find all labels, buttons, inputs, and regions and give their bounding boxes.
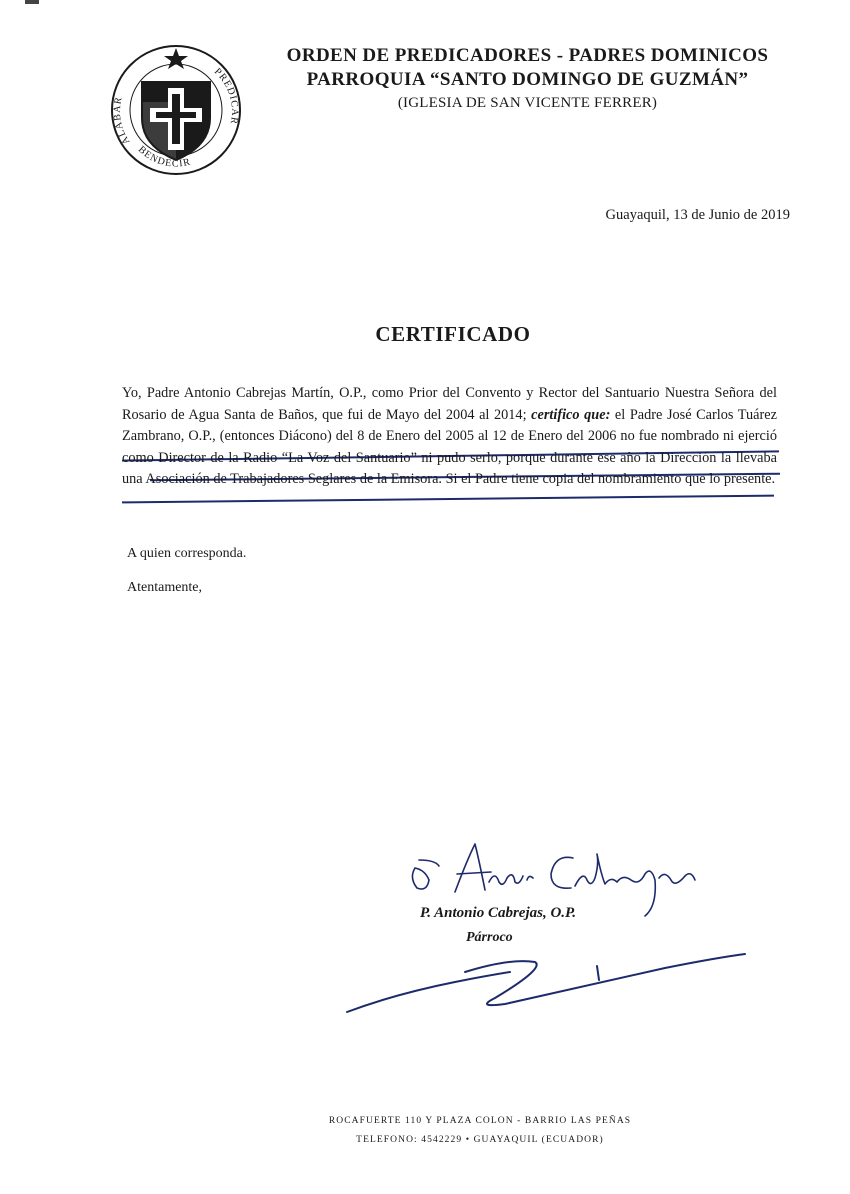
document-title: CERTIFICADO — [375, 322, 531, 346]
body-intro: Yo, Padre Antonio Cabrejas Martín, O.P., como Prior del Convento y Rector del Santuario Nuestra Señora del Rosario de Agua Santa de Baños, que fui de Mayo del 2004 al 2014; — [122, 385, 777, 423]
certifico-label: certifico que: — [531, 406, 611, 423]
dominican-seal — [108, 42, 244, 178]
seal-text-left: ALABAR — [111, 95, 133, 147]
letterhead-parish: PARROQUIA “SANTO DOMINGO DE GUZMÁN” — [306, 69, 749, 90]
signatory-role: Párroco — [466, 930, 513, 945]
scrawl-signature — [335, 950, 755, 1020]
pen-underline — [122, 495, 774, 504]
letterhead — [250, 44, 805, 114]
letterhead-order: ORDEN DE PREDICADORES - PADRES DOMINICOS — [286, 45, 769, 66]
closing-salutation: A quien corresponda. — [127, 546, 247, 561]
seal-text-bottom: BENDECIR — [135, 144, 193, 170]
document-date: Guayaquil, 13 de Junio de 2019 — [605, 207, 790, 223]
footer-phone: TELEFONO: 4542229 • GUAYAQUIL (ECUADOR) — [356, 1135, 604, 1145]
letterhead-church: (IGLESIA DE SAN VICENTE FERRER) — [397, 95, 658, 111]
certificate-body — [122, 383, 777, 491]
footer-street: ROCAFUERTE 110 Y PLAZA COLON - BARRIO LAS PEÑAS — [328, 1116, 632, 1126]
svg-text:PREDICAR — [212, 66, 240, 125]
body-statement: el Padre José Carlos Tuárez Zambrano, O.P., (entonces Diácono) del 8 de Enero del 2005 al 12 de Enero del 2006 no fue nombrado ni ejerció como Director de la Radio “La Voz del Santuario” ni pudo serlo, porque durante ese año la Dirección la llevaba una Asociación de Trabajadores Seglares de la Emisora. Si el Padre tiene copia del nombramiento que lo presente. — [122, 406, 777, 487]
svg-text:ALABAR — [112, 95, 133, 146]
footer-address — [240, 1112, 720, 1150]
scan-mark — [25, 0, 39, 4]
closing-sign-off: Atentamente, — [127, 580, 203, 595]
signatory-name: P. Antonio Cabrejas, O.P. — [420, 905, 577, 921]
seal-text-right: PREDICAR — [211, 66, 241, 126]
